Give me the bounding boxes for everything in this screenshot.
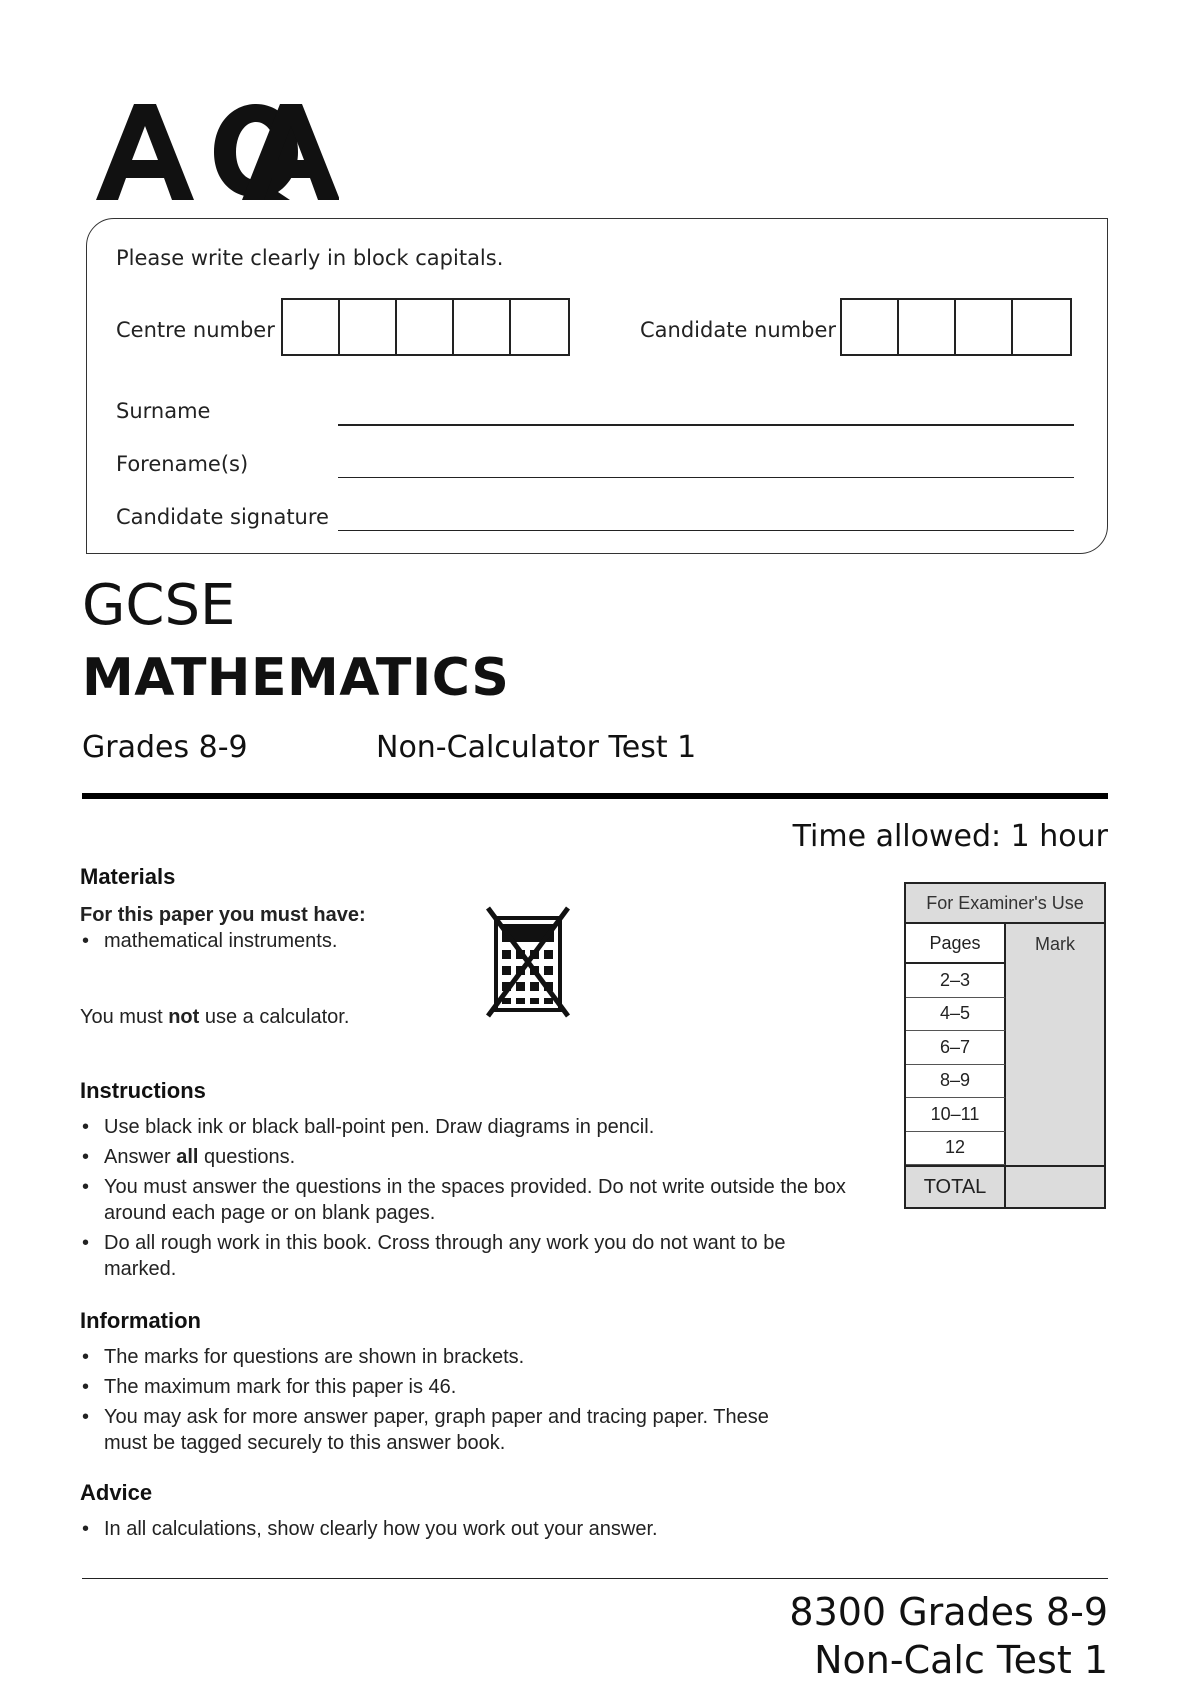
- pages-cell: 6–7: [906, 1031, 1006, 1065]
- total-label: TOTAL: [906, 1167, 1006, 1207]
- list-item: • In all calculations, show clearly how you work out your answer.: [80, 1516, 850, 1542]
- list-item: • Do all rough work in this book. Cross through any work you do not want to be marked.: [80, 1230, 850, 1282]
- list-item: • The marks for questions are shown in brackets.: [80, 1344, 810, 1370]
- advice-heading: Advice: [80, 1480, 153, 1505]
- centre-number-label: Centre number: [116, 318, 275, 342]
- signature-field[interactable]: [338, 530, 1074, 531]
- centre-number-digit[interactable]: [283, 300, 340, 354]
- no-calculator-icon: [486, 906, 570, 1018]
- candidate-number-digit[interactable]: [899, 300, 956, 354]
- pages-column-header: Pages: [906, 924, 1006, 964]
- list-item: • Use black ink or black ball-point pen. Draw diagrams in pencil.: [80, 1114, 850, 1140]
- candidate-number-boxes[interactable]: [840, 298, 1072, 356]
- centre-number-digit[interactable]: [340, 300, 397, 354]
- total-mark-cell[interactable]: [1006, 1167, 1104, 1207]
- list-item: • The maximum mark for this paper is 46.: [80, 1374, 810, 1400]
- title-divider: [82, 793, 1108, 799]
- mark-cell[interactable]: [1006, 964, 1104, 998]
- signature-label: Candidate signature: [116, 505, 329, 529]
- examiner-table-header: [906, 924, 1104, 964]
- table-row: [906, 998, 1104, 1032]
- aqa-logo: [94, 100, 339, 205]
- centre-number-digit[interactable]: [454, 300, 511, 354]
- centre-number-digit[interactable]: [397, 300, 454, 354]
- list-item: • You may ask for more answer paper, graph paper and tracing paper. These must be tagged securely to this answer book.: [80, 1404, 810, 1456]
- advice-list: [80, 1516, 850, 1546]
- qualification-title: GCSE: [82, 573, 236, 638]
- time-allowed: Time allowed: 1 hour: [792, 819, 1108, 854]
- table-row: [906, 1031, 1104, 1065]
- pages-cell: 10–11: [906, 1098, 1006, 1132]
- total-row: [906, 1165, 1104, 1207]
- information-heading: Information: [80, 1308, 201, 1333]
- candidate-number-digit[interactable]: [1013, 300, 1070, 354]
- paper-reference-line2: Non-Calc Test 1: [814, 1638, 1108, 1682]
- footer-divider: [82, 1578, 1108, 1579]
- test-name: Non-Calculator Test 1: [376, 730, 697, 765]
- table-row: [906, 1132, 1104, 1166]
- grades-label: Grades 8-9: [82, 730, 248, 765]
- forenames-field[interactable]: [338, 477, 1074, 478]
- mark-cell[interactable]: [1006, 1031, 1104, 1065]
- pages-cell: 2–3: [906, 964, 1006, 998]
- mark-cell[interactable]: [1006, 1065, 1104, 1099]
- block-capitals-instruction: Please write clearly in block capitals.: [116, 246, 504, 270]
- list-item: • You must answer the questions in the spaces provided. Do not write outside the box around each page or on blank pages.: [80, 1174, 850, 1226]
- subject-title: MATHEMATICS: [82, 648, 510, 708]
- information-list: [80, 1344, 810, 1460]
- mark-column-header: Mark: [1035, 933, 1075, 954]
- list-item: • mathematical instruments.: [80, 928, 500, 954]
- materials-list: [80, 928, 500, 958]
- materials-heading: Materials: [80, 864, 176, 889]
- paper-reference-line1: 8300 Grades 8-9: [789, 1590, 1108, 1634]
- pages-cell: 12: [906, 1132, 1006, 1166]
- pages-cell: 4–5: [906, 998, 1006, 1032]
- must-have-label: For this paper you must have:: [80, 904, 366, 926]
- table-row: [906, 964, 1104, 998]
- candidate-number-digit[interactable]: [956, 300, 1013, 354]
- mark-cell[interactable]: [1006, 1132, 1104, 1166]
- surname-label: Surname: [116, 399, 211, 423]
- centre-number-boxes[interactable]: [281, 298, 570, 356]
- forenames-label: Forename(s): [116, 452, 249, 476]
- paper-reference: [789, 1588, 1108, 1684]
- candidate-number-label: Candidate number: [640, 318, 836, 342]
- mark-cell[interactable]: [1006, 998, 1104, 1032]
- list-item: • Answer all questions.: [80, 1144, 850, 1170]
- candidate-number-digit[interactable]: [842, 300, 899, 354]
- instructions-list: [80, 1114, 850, 1286]
- table-row: [906, 1065, 1104, 1099]
- pages-cell: 8–9: [906, 1065, 1006, 1099]
- centre-number-digit[interactable]: [511, 300, 568, 354]
- surname-field[interactable]: [338, 424, 1074, 426]
- examiner-use-table: [904, 882, 1106, 1209]
- examiner-use-title: For Examiner's Use: [906, 884, 1104, 924]
- mark-cell[interactable]: [1006, 1098, 1104, 1132]
- calculator-notice: You must not use a calculator.: [80, 1006, 350, 1028]
- instructions-heading: Instructions: [80, 1078, 206, 1103]
- table-row: [906, 1098, 1104, 1132]
